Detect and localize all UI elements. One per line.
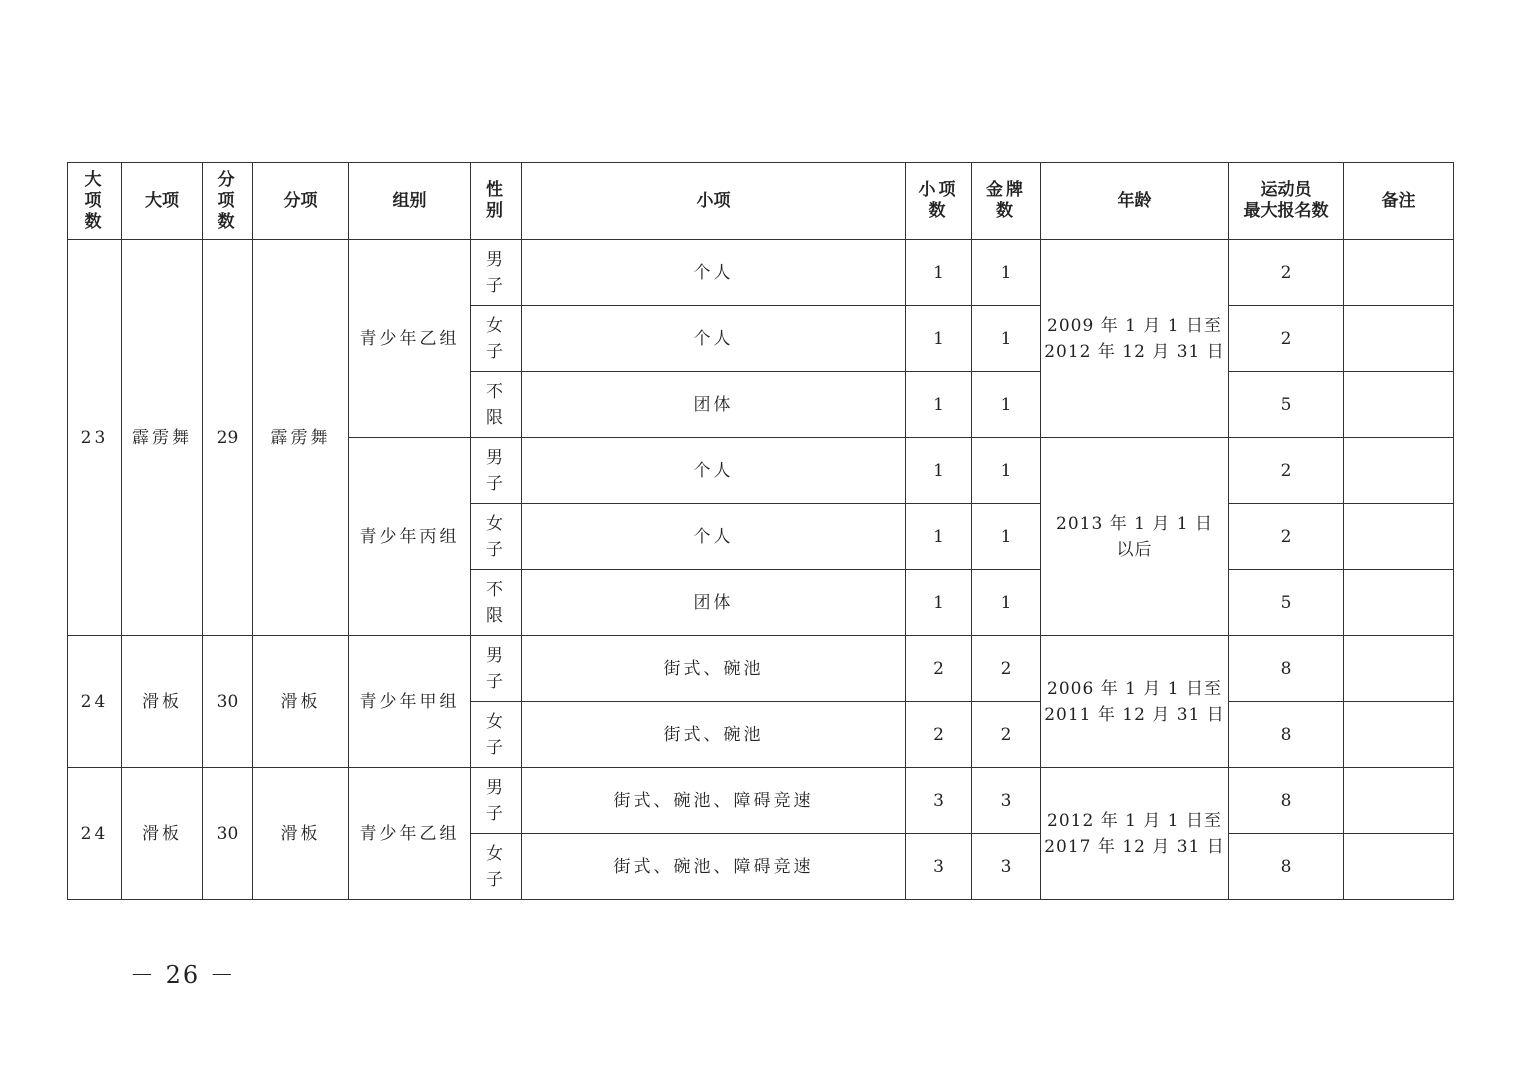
table-row xyxy=(68,240,1454,306)
remarks-cell xyxy=(1344,504,1454,570)
sub-item-count: 30 xyxy=(203,768,253,900)
event-cell: 街式、碗池 xyxy=(522,636,906,702)
header-max-athletes: 运动员 最大报名数 xyxy=(1229,163,1344,240)
gender-cell: 男 子 xyxy=(471,240,522,306)
remarks-cell xyxy=(1344,438,1454,504)
max-athletes-cell: 8 xyxy=(1229,702,1344,768)
gender-cell: 女 子 xyxy=(471,504,522,570)
event-cell: 个人 xyxy=(522,306,906,372)
group-cell: 青少年甲组 xyxy=(349,636,471,768)
group-cell: 青少年丙组 xyxy=(349,438,471,636)
event-count-cell: 2 xyxy=(906,702,972,768)
remarks-cell xyxy=(1344,240,1454,306)
event-count-cell: 1 xyxy=(906,372,972,438)
max-athletes-cell: 2 xyxy=(1229,240,1344,306)
gender-cell: 男 子 xyxy=(471,636,522,702)
event-cell: 个人 xyxy=(522,438,906,504)
sub-item-count: 29 xyxy=(203,240,253,636)
remarks-cell xyxy=(1344,306,1454,372)
age-cell: 2006 年 1 月 1 日至 2011 年 12 月 31 日 xyxy=(1041,636,1229,768)
header-big-item: 大项 xyxy=(122,163,203,240)
gender-cell: 男 子 xyxy=(471,768,522,834)
age-cell: 2012 年 1 月 1 日至 2017 年 12 月 31 日 xyxy=(1041,768,1229,900)
max-athletes-cell: 8 xyxy=(1229,834,1344,900)
header-sub-item-count: 分 项 数 xyxy=(203,163,253,240)
max-athletes-cell: 5 xyxy=(1229,372,1344,438)
event-cell: 个人 xyxy=(522,240,906,306)
max-athletes-cell: 2 xyxy=(1229,438,1344,504)
group-cell: 青少年乙组 xyxy=(349,768,471,900)
header-big-item-count: 大 项 数 xyxy=(68,163,122,240)
event-cell: 个人 xyxy=(522,504,906,570)
event-count-cell: 1 xyxy=(906,504,972,570)
sub-item-count: 30 xyxy=(203,636,253,768)
gender-cell: 女 子 xyxy=(471,834,522,900)
gold-count-cell: 3 xyxy=(972,768,1041,834)
event-cell: 街式、碗池、障碍竞速 xyxy=(522,768,906,834)
event-count-cell: 3 xyxy=(906,768,972,834)
header-event: 小项 xyxy=(522,163,906,240)
gold-count-cell: 3 xyxy=(972,834,1041,900)
max-athletes-cell: 2 xyxy=(1229,306,1344,372)
event-count-cell: 3 xyxy=(906,834,972,900)
age-cell: 2009 年 1 月 1 日至 2012 年 12 月 31 日 xyxy=(1041,240,1229,438)
big-item: 滑板 xyxy=(122,636,203,768)
gold-count-cell: 1 xyxy=(972,504,1041,570)
event-count-cell: 1 xyxy=(906,306,972,372)
max-athletes-cell: 5 xyxy=(1229,570,1344,636)
event-cell: 街式、碗池、障碍竞速 xyxy=(522,834,906,900)
max-athletes-cell: 8 xyxy=(1229,768,1344,834)
remarks-cell xyxy=(1344,702,1454,768)
event-count-cell: 1 xyxy=(906,438,972,504)
gold-count-cell: 1 xyxy=(972,570,1041,636)
header-group: 组别 xyxy=(349,163,471,240)
gender-cell: 不 限 xyxy=(471,570,522,636)
age-cell: 2013 年 1 月 1 日 以后 xyxy=(1041,438,1229,636)
header-gold-count: 金牌 数 xyxy=(972,163,1041,240)
event-count-cell: 1 xyxy=(906,570,972,636)
header-remarks: 备注 xyxy=(1344,163,1454,240)
remarks-cell xyxy=(1344,768,1454,834)
event-count-cell: 1 xyxy=(906,240,972,306)
sub-item: 滑板 xyxy=(253,768,349,900)
gold-count-cell: 1 xyxy=(972,240,1041,306)
table-row xyxy=(68,636,1454,702)
remarks-cell xyxy=(1344,372,1454,438)
page-number: － 26 － xyxy=(130,961,236,989)
max-athletes-cell: 8 xyxy=(1229,636,1344,702)
big-item: 霹雳舞 xyxy=(122,240,203,636)
big-item-count: 24 xyxy=(68,636,122,768)
event-cell: 团体 xyxy=(522,372,906,438)
gold-count-cell: 2 xyxy=(972,636,1041,702)
gold-count-cell: 1 xyxy=(972,306,1041,372)
remarks-cell xyxy=(1344,834,1454,900)
event-count-cell: 2 xyxy=(906,636,972,702)
gender-cell: 女 子 xyxy=(471,306,522,372)
table-body xyxy=(68,240,1454,900)
gold-count-cell: 2 xyxy=(972,702,1041,768)
gender-cell: 女 子 xyxy=(471,702,522,768)
gender-cell: 不 限 xyxy=(471,372,522,438)
header-event-count: 小项 数 xyxy=(906,163,972,240)
header-sub-item: 分项 xyxy=(253,163,349,240)
big-item-count: 24 xyxy=(68,768,122,900)
group-cell: 青少年乙组 xyxy=(349,240,471,438)
big-item-count: 23 xyxy=(68,240,122,636)
gold-count-cell: 1 xyxy=(972,372,1041,438)
header-gender: 性 别 xyxy=(471,163,522,240)
table-row xyxy=(68,768,1454,834)
remarks-cell xyxy=(1344,570,1454,636)
event-cell: 团体 xyxy=(522,570,906,636)
header-row xyxy=(68,163,1454,240)
remarks-cell xyxy=(1344,636,1454,702)
gold-count-cell: 1 xyxy=(972,438,1041,504)
sub-item: 霹雳舞 xyxy=(253,240,349,636)
competition-schedule-table xyxy=(67,162,1454,900)
max-athletes-cell: 2 xyxy=(1229,504,1344,570)
sub-item: 滑板 xyxy=(253,636,349,768)
event-cell: 街式、碗池 xyxy=(522,702,906,768)
big-item: 滑板 xyxy=(122,768,203,900)
gender-cell: 男 子 xyxy=(471,438,522,504)
header-age: 年龄 xyxy=(1041,163,1229,240)
